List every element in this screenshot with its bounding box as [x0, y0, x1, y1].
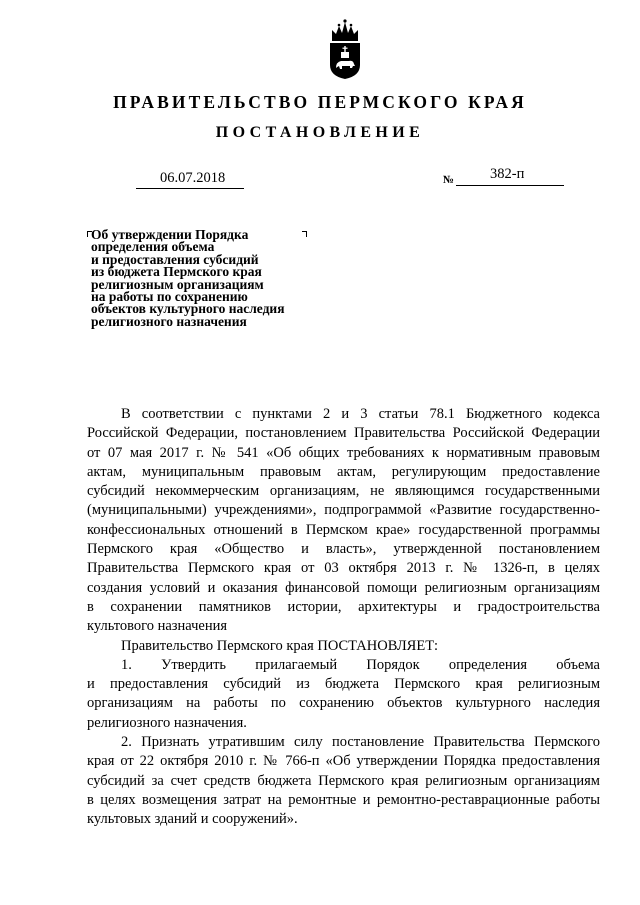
preamble-line: культового назначения	[87, 618, 228, 635]
subject-line: религиозным организациям	[91, 276, 264, 292]
subject-line: религиозного назначения	[91, 313, 247, 329]
subject-line: определения объема	[91, 239, 215, 255]
preamble-line: субсидий некоммерческим организациям, не являющимся государственными	[87, 483, 600, 500]
item-2-line: культовых зданий и сооружений».	[87, 811, 298, 828]
preamble-line: конфессиональных отношений в Пермском крае» государственной программы	[87, 521, 600, 538]
preamble-line: Российской Федерации, постановлением Правительства Российской Федерации	[87, 425, 600, 442]
preamble-line: Пермского края «Общество и власть», утвержденной постановлением	[87, 541, 600, 558]
preamble-line: в сохранении памятников истории, архитектуры и градостроительства	[87, 598, 600, 615]
preamble-line: В соответствии с пунктами 2 и 3 статьи 78.1 Бюджетного кодекса	[121, 406, 600, 422]
item-2-line: 2. Признать утратившим силу постановление Правительства Пермского	[121, 734, 600, 751]
subject-line: и предоставления субсидий	[91, 251, 259, 267]
item-2-line: субсидий за счет средств бюджета Пермского края религиозным организациям	[87, 772, 600, 789]
preamble-line: от 07 мая 2017 г. № 541 «Об общих требованиях к нормативным правовым	[87, 444, 600, 461]
subject-line: Об утверждении Порядка	[91, 227, 249, 242]
number-sign: №	[443, 174, 455, 186]
document-number: 382-п	[490, 166, 525, 182]
document-subject	[91, 229, 331, 328]
subject-line: объектов культурного наследия	[91, 301, 285, 317]
item-1-line: 1. Утвердить прилагаемый Порядок определения объема	[121, 656, 600, 673]
subject-line: на работы по сохранению	[91, 289, 248, 305]
item-1-line: и предоставления субсидий из бюджета Пермского края религиозным	[87, 676, 600, 693]
item-1-line: религиозного назначения.	[87, 714, 247, 731]
resolves-line: Правительство Пермского края ПОСТАНОВЛЯЕТ:	[121, 637, 439, 654]
preamble-line: (муниципальными) учреждениями», подпрограммой «Развитие государственно-	[87, 502, 600, 519]
preamble-line: актам, муниципальным правовым актам, регулирующим предоставление	[87, 463, 600, 480]
item-2-line: края от 22 октября 2010 г. № 766-п «Об утверждении Порядка предоставления	[87, 753, 600, 770]
item-1-line: организациям на работы по сохранению объектов культурного наследия	[87, 695, 600, 712]
preamble-line: Правительства Пермского края от 03 октября 2013 г. № 1326-п, в целях	[87, 560, 600, 577]
perm-krai-coat-of-arms-icon	[329, 18, 361, 80]
document-body	[87, 405, 600, 830]
subject-line: из бюджета Пермского края	[91, 264, 262, 280]
preamble-line: создания условий и оказания финансовой помощи религиозным организациям	[87, 579, 600, 596]
item-2-line: в целях возмещения затрат на ремонтные и ремонтно-реставрационные работы	[87, 791, 600, 808]
organization-title: ПРАВИТЕЛЬСТВО ПЕРМСКОГО КРАЯ	[113, 92, 527, 112]
document-date: 06.07.2018	[160, 170, 226, 186]
document-type: ПОСТАНОВЛЕНИЕ	[215, 124, 425, 141]
